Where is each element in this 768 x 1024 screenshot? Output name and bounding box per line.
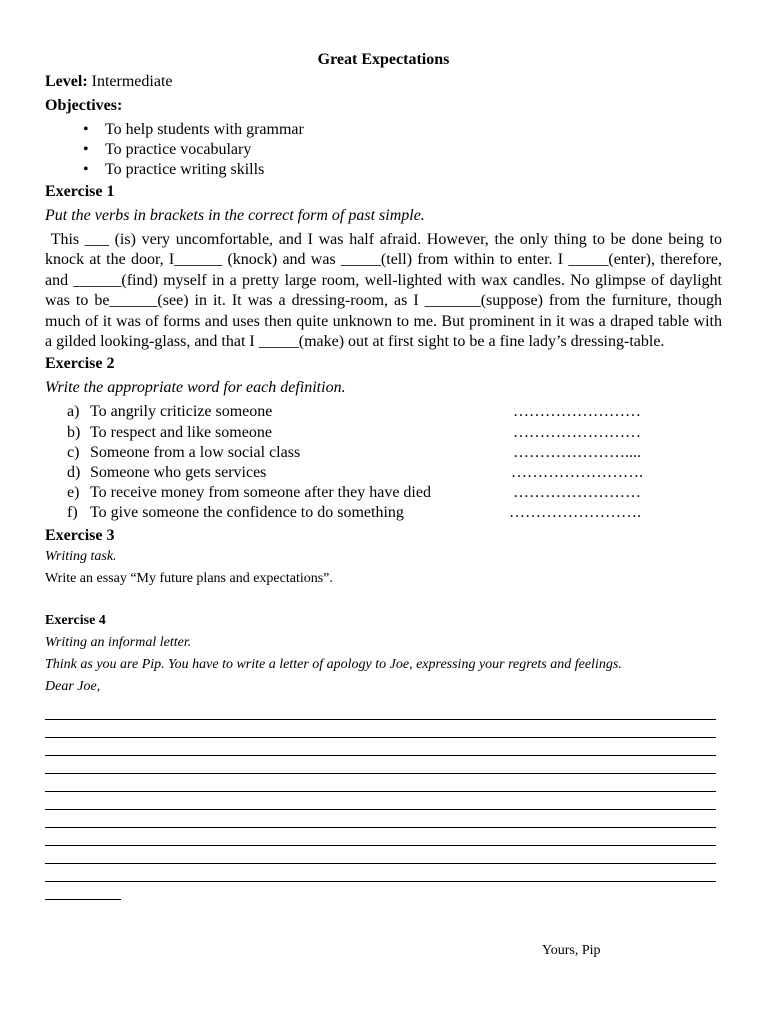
definition-text: To give someone the confidence to do something [90, 504, 404, 522]
definition-text: Someone from a low social class [90, 443, 301, 461]
letter-greeting: Dear Joe, [45, 678, 101, 694]
definition-item [45, 443, 722, 463]
level-value: Intermediate [91, 73, 173, 90]
exercise3-heading: Exercise 3 [45, 526, 115, 544]
item-letter: f) [67, 504, 78, 522]
writing-line [45, 702, 716, 720]
letter-signoff: Yours, Pip [542, 943, 601, 958]
exercise3-text: Write an essay “My future plans and expectations”. [45, 570, 333, 586]
item-letter: c) [67, 443, 80, 461]
item-letter: e) [67, 484, 80, 502]
answer-blank: ……………………. [509, 504, 641, 522]
objective-item: • To help students with grammar [105, 120, 722, 140]
exercise2-instruction: Write the appropriate word for each definition. [45, 379, 346, 397]
exercise4-task: Think as you are Pip. You have to write a letter of apology to Joe, expressing your regrets and feelings. [45, 656, 622, 672]
writing-line [45, 720, 716, 738]
answer-blank: ……………………. [511, 464, 643, 482]
answer-blank: …………………… [513, 403, 641, 421]
objectives-label: Objectives: [45, 97, 123, 114]
writing-line [45, 774, 716, 792]
answer-blank: …………………… [513, 423, 641, 441]
objective-item: • To practice vocabulary [105, 140, 722, 160]
item-letter: a) [67, 403, 80, 421]
writing-line [45, 810, 716, 828]
exercise3-instruction: Writing task. [45, 548, 117, 564]
definition-item [45, 463, 722, 483]
writing-line [45, 738, 716, 756]
item-letter: b) [67, 423, 81, 441]
definition-text: To angrily criticize someone [90, 403, 273, 421]
exercise4-heading: Exercise 4 [45, 612, 106, 628]
definition-item [45, 483, 722, 503]
level-line [45, 72, 722, 92]
writing-line [45, 756, 716, 774]
writing-line [45, 846, 716, 864]
answer-blank: …………………… [513, 484, 641, 502]
writing-line [45, 792, 716, 810]
exercise4-instruction: Writing an informal letter. [45, 634, 192, 650]
exercise1-heading: Exercise 1 [45, 183, 115, 200]
writing-line [45, 828, 716, 846]
item-letter: d) [67, 464, 81, 482]
definition-item [45, 423, 722, 443]
definition-text: To respect and like someone [90, 423, 272, 441]
definition-item [45, 503, 722, 523]
writing-line [45, 864, 716, 882]
definition-text: Someone who gets services [90, 464, 267, 482]
level-label: Level: [45, 73, 88, 90]
exercise1-instruction: Put the verbs in brackets in the correct form of past simple. [45, 207, 425, 224]
exercise2-heading: Exercise 2 [45, 355, 115, 373]
definition-text: To receive money from someone after they have died [90, 484, 431, 502]
writing-line [45, 882, 121, 900]
objective-item: • To practice writing skills [105, 160, 722, 180]
writing-lines [45, 702, 722, 900]
page-title: Great Expectations [317, 51, 450, 68]
definition-list [45, 402, 722, 523]
objectives-list [45, 120, 722, 180]
worksheet [45, 50, 722, 958]
answer-blank: ………………….... [513, 443, 641, 461]
exercise1-text: This ___ (is) very uncomfortable, and I was half afraid. However, the only thing to be done being to knock at the door, I______ (knock) and was _____(tell) from within to enter. I _____(enter), therefore, and ______(find) myself in a pretty large room, well-lighted with wax candles. No glimpse of daylight was to be______(see) in it. It was a dressing-room, as I _______(suppose) from the furniture, though much of it was of forms and uses then quite unknown to me. But prominent in it was a draped table with a gilded looking-glass, and that I _____(make) out at first sight to be a fine lady’s dressing-table. [45, 231, 722, 351]
definition-item [45, 402, 722, 422]
